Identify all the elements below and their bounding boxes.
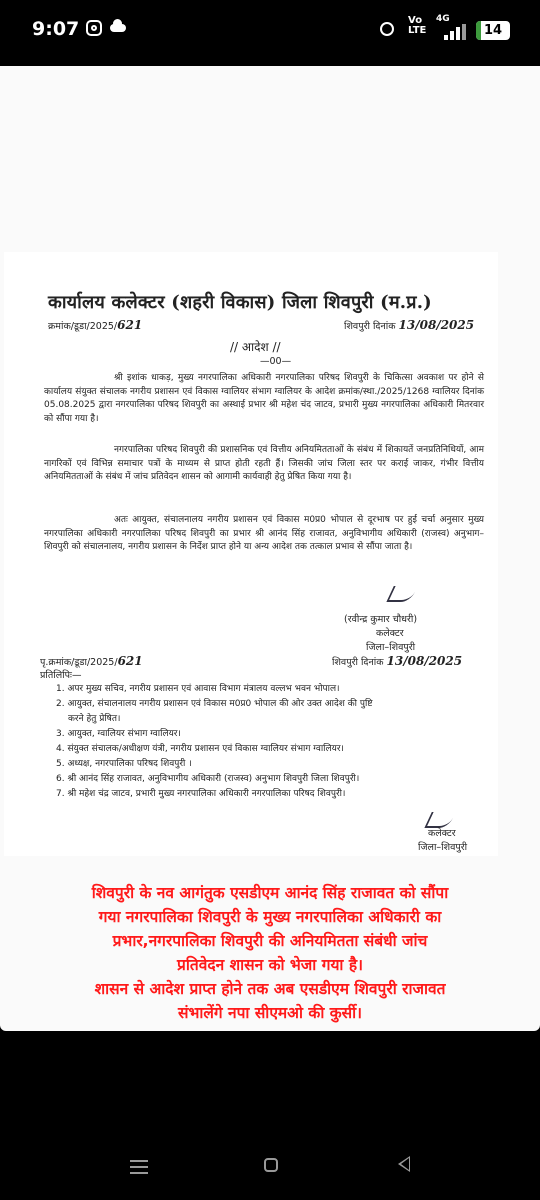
- list-item: 4. संयुक्त संचालक/अधीक्षण यंत्री, नगरीय प्रशासन एवं विकास ग्वालियर संभाग ग्वालियर।: [56, 744, 344, 754]
- cloud-icon: [110, 24, 126, 32]
- reference-number: [48, 318, 142, 332]
- navigation-bar: [0, 1140, 540, 1200]
- list-item: 5. अध्यक्ष, नगरपालिका परिषद शिवपुरी ।: [56, 759, 192, 769]
- copy-date: [332, 654, 462, 668]
- reference-prefix: क्रमांक/डूडा/2025/: [48, 321, 118, 332]
- copy-reference-prefix: पृ.क्रमांक/डूडा/2025/: [40, 657, 118, 668]
- list-item: करने हेतु प्रेषित।: [68, 714, 121, 724]
- caption-line: प्रभार,नगरपालिका शिवपुरी की अनियमितता संबंधी जांच: [112, 932, 428, 950]
- caption-line: शिवपुरी के नव आगंतुक एसडीएम आनंद सिंह राजावत को सौंपा: [91, 884, 449, 902]
- list-item: 7. श्री महेश चंद्र जाटव, प्रभारी मुख्य नगरपालिका अधिकारी नगरपालिका परिषद शिवपुरी।: [56, 789, 346, 799]
- copy-date-label: शिवपुरी दिनांक: [332, 657, 384, 668]
- alarm-icon: [380, 22, 394, 36]
- volte-top: Vo: [408, 15, 423, 26]
- caption-line: शासन से आदेश प्राप्त होने तक अब एसडीएम शिवपुरी राजावत: [94, 980, 446, 998]
- copy-list: [56, 682, 496, 802]
- status-bar: [0, 0, 540, 62]
- instagram-icon: [86, 20, 102, 36]
- home-icon[interactable]: [264, 1158, 278, 1172]
- caption-line: प्रतिवेदन शासन को भेजा गया है।: [177, 956, 363, 974]
- list-item: 2. आयुक्त, संचालनालय नगरीय प्रशासन एवं विकास म0प्र0 भोपाल की ओर उक्त आदेश की पुष्टि: [56, 699, 373, 709]
- collector-signature: [386, 586, 417, 602]
- image-viewer[interactable]: [0, 66, 540, 1031]
- news-caption: [10, 881, 530, 1025]
- volte-bottom: LTE: [408, 25, 427, 36]
- list-item: 6. श्री आनंद सिंह राजावत, अनुविभागीय अधिकारी (राजस्व) अनुभाग शिवपुरी जिला शिवपुरी।: [56, 774, 360, 784]
- battery-fill: [476, 21, 481, 40]
- copy-reference: [40, 654, 143, 668]
- bottom-sign-district: जिला–शिवपुरी: [418, 842, 468, 853]
- order-subtitle: —00—: [260, 356, 292, 367]
- signatory-title: कलेक्टर: [376, 628, 404, 639]
- date-label: शिवपुरी दिनांक: [344, 321, 396, 332]
- order-title: // आदेश //: [230, 340, 281, 354]
- menu-icon[interactable]: [130, 1156, 148, 1178]
- copy-date-handwritten: 13/08/2025: [386, 654, 463, 668]
- signatory-name: (रवीन्द्र कुमार चौधरी): [344, 614, 418, 625]
- caption-line: संभालेंगे नपा सीएमओ की कुर्सी।: [177, 1004, 362, 1022]
- paragraph-3: अतः आयुक्त, संचालनालय नगरीय प्रशासन एवं विकास म0प्र0 भोपाल से दूरभाष पर हुई चर्चा अनुसार मुख्य नगरपालिका अधिकारी नगरपालिका परिषद शिवपुरी का प्रभार श्री आनंद सिंह राजावत, अनुविभागीय अधिकारी (राजस्व) अनुभाग–शिवपुरी को संचालनालय, नगरीय प्रशासन के निर्देश प्राप्त होने या अन्य आदेश तक तत्काल प्रभाव से सौंपा जाता है।: [44, 515, 484, 552]
- battery-icon: [476, 21, 510, 40]
- list-item: 3. आयुक्त, ग्वालियर संभाग ग्वालियर।: [56, 729, 181, 739]
- bottom-sign-title: कलेक्टर: [428, 828, 456, 839]
- list-item: 1. अपर मुख्य सचिव, नगरीय प्रशासन एवं आवास विभाग मंत्रालय वल्लभ भवन भोपाल।: [56, 684, 340, 694]
- copy-to-label: प्रतिलिपिः—: [40, 670, 82, 681]
- signatory-district: जिला–शिवपुरी: [366, 642, 416, 653]
- date-handwritten: 13/08/2025: [398, 318, 475, 332]
- volte-label: [408, 16, 426, 36]
- copy-reference-handwritten: 621: [117, 654, 143, 668]
- paragraph-1: श्री इशांक धाकड़, मुख्य नगरपालिका अधिकारी नगरपालिका परिषद शिवपुरी के चिकित्सा अवकाश पर होने से कार्यालय संयुक्त संचालक नगरीय प्रशासन एवं विकास ग्वालियर संभाग ग्वालियर के आदेश क्रमांक/स्था./2025/1268 ग्वालियर दिनांक 05.08.2025 द्वारा नगरपालिका परिषद शिवपुरी का अस्थाई प्रभार श्री महेश चंद जाटव, प्रभारी मुख्य नगरपालिका अधिकारी मितरवार को सौंपा गया है।: [44, 373, 484, 424]
- order-date: [344, 318, 474, 332]
- caption-line: गया नगरपालिका शिवपुरी के मुख्य नगरपालिका अधिकारी का: [98, 908, 442, 926]
- signal-icon: [436, 24, 464, 40]
- network-type: 4G: [436, 14, 450, 24]
- back-icon[interactable]: [398, 1156, 410, 1172]
- status-time: 9:07: [32, 18, 80, 40]
- order-document: [4, 252, 498, 856]
- office-header: कार्यालय कलेक्टर (शहरी विकास) जिला शिवपुरी (म.प्र.): [48, 292, 432, 313]
- paragraph-2: नगरपालिका परिषद शिवपुरी की प्रशासनिक एवं वित्तीय अनियमितताओं के संबंध में शिकायतें जनप्रतिनिधियों, आम नागरिकों एवं विभिन्न समाचार पत्रों के माध्यम से प्राप्त होती रहती हैं। जिसकी जांच जिला स्तर पर कराई जाकर, गंभीर वित्तीय अनियमितताओं के संबंध में जांच प्रतिवेदन शासन को आगामी कार्यवाही हेतु प्रेषित किया गया है।: [44, 445, 484, 482]
- battery-level: 14: [483, 23, 503, 38]
- reference-handwritten: 621: [117, 318, 143, 332]
